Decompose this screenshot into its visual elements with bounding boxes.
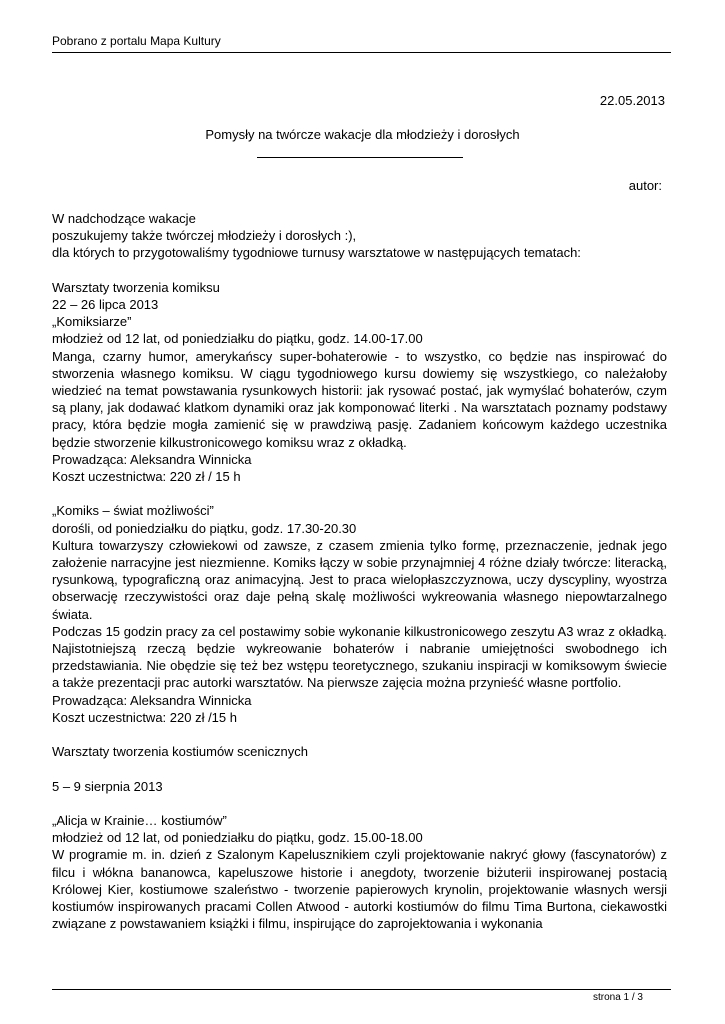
course-name: „Komiksiarze”: [52, 314, 132, 330]
portal-source-header: Pobrano z portalu Mapa Kultury: [52, 34, 221, 48]
document-date: 22.05.2013: [599, 93, 665, 108]
spacer: [52, 795, 667, 812]
spacer: [52, 485, 667, 502]
title-underline: [257, 157, 463, 158]
course-name: „Komiks – świat możliwości”: [52, 503, 214, 519]
document-title: Pomysły na twórcze wakacje dla młodzieży i dorosłych: [205, 127, 520, 142]
header-divider: [52, 52, 671, 53]
comics-heading: Warsztaty tworzenia komiksu: [52, 279, 220, 295]
intro-line-1: W nadchodzące wakacje: [52, 211, 196, 226]
spacer: [52, 726, 667, 743]
author-label: autor:: [628, 178, 662, 193]
document-body: [52, 210, 667, 932]
intro-line-3: dla których to przygotowaliśmy tygodniowe turnusy warsztatowe w następujących tematach:: [52, 245, 581, 261]
course-description-2: Podczas 15 godzin pracy za cel postawimy sobie wykonanie kilkustronicowego zeszytu A3 wraz z okładką. Najistotniejszą rzeczą będzie wykreowanie bohaterów i nabranie umiejętności swobodnego ich przedstawiania. Nie obędzie się też bez wstępu teoretycznego, szukaniu inspiracji w komiksowym świecie a także prezentacji prac autorki warsztatów. Na pierwsze zajęcia można przynieść własne portfolio.: [52, 623, 667, 691]
course-description: W programie m. in. dzień z Szalonym Kapelusznikiem czyli projektowanie nakryć głowy (fascynatorów) z filcu i włókna bananowca, kapeluszowe historie i anegdoty, tworzenie biżuterii inspirowanej postacią Królowej Kier, kostiumowe szaleństwo - tworzenie papierowych krynolin, projektowanie własnych wersji kostiumów inspirowanych pracami Collen Atwood - autorki kostiumów do filmu Tima Burtona, ciekawostki związane z powstawaniem książki i filmu, inspirujące do zaprojektowania i wykonania: [52, 847, 667, 932]
costumes-heading: Warsztaty tworzenia kostiumów scenicznych: [52, 744, 308, 760]
intro-line-2: poszukujemy także twórczej młodzieży i dorosłych :),: [52, 228, 357, 244]
course-cost: Koszt uczestnictwa: 220 zł / 15 h: [52, 469, 241, 485]
course-lead: Prowadząca: Aleksandra Winnicka: [52, 451, 252, 467]
course-cost: Koszt uczestnictwa: 220 zł /15 h: [52, 709, 237, 725]
course-schedule: młodzież od 12 lat, od poniedziałku do piątku, godz. 15.00-18.00: [52, 830, 423, 846]
spacer: [52, 760, 667, 777]
costumes-dates: 5 – 9 sierpnia 2013: [52, 778, 163, 794]
footer-divider: [52, 989, 671, 990]
course-schedule: młodzież od 12 lat, od poniedziałku do piątku, godz. 14.00-17.00: [52, 331, 423, 347]
course-description: Manga, czarny humor, amerykańscy super-bohaterowie - to wszystko, co będzie nas inspirować do stworzenia własnego komiksu. W ciągu tygodniowego kursu dowiemy się wszystkiego, co należałoby wiedzieć na temat powstawania rysunkowych historii: jak rysować postać, jak wymyślać bohaterów, czym są plany, jak dodawać klatkom dynamiki oraz jak komponować literki . Na warsztatach poznamy podstawy pracy, która będzie mogła zamienić się w prawdziwą pasję. Zadaniem końcowym każdego uczestnika będzie stworzenie kilkustronicowego komiksu wraz z okładką.: [52, 348, 667, 450]
course-name: „Alicja w Krainie… kostiumów”: [52, 813, 227, 829]
spacer: [52, 262, 667, 279]
course-schedule: dorośli, od poniedziałku do piątku, godz. 17.30-20.30: [52, 520, 357, 536]
course-description: Kultura towarzyszy człowiekowi od zawsze, z czasem zmienia tylko formę, przeznaczenie, jednak jego założenie narracyjne jest niezmienne. Komiks łączy w sobie przynajmniej 4 różne działy twórcze: literacką, rysunkową, typograficzną oraz animacyjną. Jest to praca wielopłaszczyznowa, uczy dyscypliny, wyostrza obserwację rzeczywistości oraz daje pełną skalę możliwości wykreowania własnego niepowtarzalnego świata.: [52, 537, 667, 622]
page-number: strona 1 / 3: [592, 992, 643, 1003]
course-lead: Prowadząca: Aleksandra Winnicka: [52, 692, 252, 708]
comics-dates: 22 – 26 lipca 2013: [52, 297, 159, 312]
